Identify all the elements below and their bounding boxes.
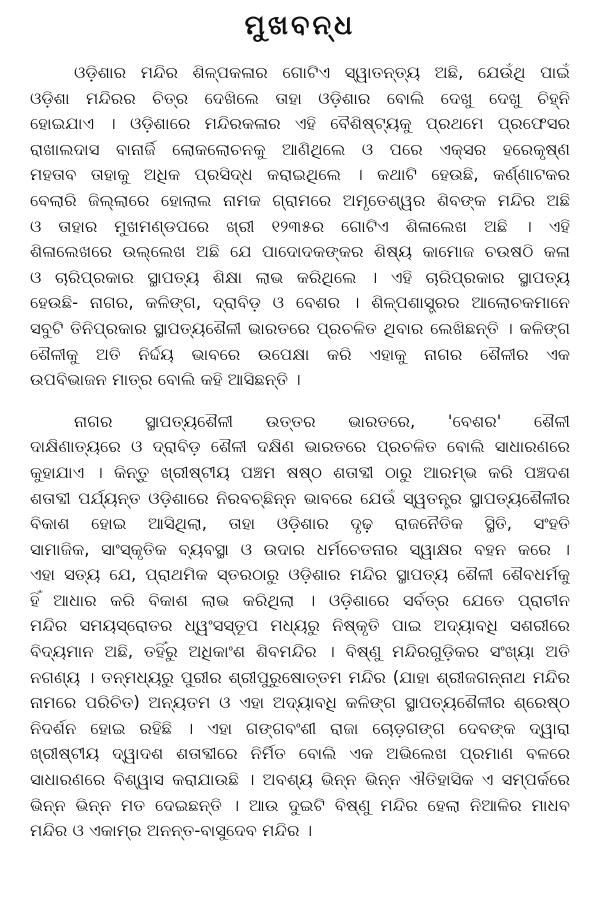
text-line: ବିକାଶ ହୋଇ ଆସିଥିଲା, ତାହା ଓଡ଼ିଶାର ଦୃଢ଼ ରାଜନୈତିକ ସ୍ଥିତି, ସଂହତି [30,514,570,534]
text-line: ବେଲାରି ଜିଲ୍ଲାରେ ହୋଲାଲ ନାମକ ଗ୍ରାମରେ ଅମୃତେଶ୍ୱର ଶିବଙ୍କ ମନ୍ଦିର ଅଛି [30,190,570,210]
text-line: ଶତାବ୍ଦୀ ପର୍ଯ୍ୟନ୍ତ ଓଡ଼ିଶାରେ ନିରବଚ୍ଛିନ୍ନ ଭାବରେ ଯେଉଁ ସ୍ୱତନ୍ତ୍ର ସ୍ଥାପତ୍ୟଶୈଳୀର [30,488,570,508]
text-line: ହୋଇଯାଏ । ଓଡ଼ିଶାରେ ମନ୍ଦିରକଳାର ଏହି ବୈଶିଷ୍ଟ୍ୟକୁ ପ୍ରଥମେ ପ୍ରଫେସର [30,114,570,134]
text-line: ନଗଣ୍ୟ । ତନ୍ମଧ୍ୟରୁ ପୁରୀର ଶ୍ରୀପୁରୁଷୋତ୍ତମ ମନ୍ଦିର (ଯାହା ଶ୍ରୀଜଗନ୍ନାଥ ମନ୍ଦିର [30,667,570,687]
text-line: ଭିନ୍ନ ଭିନ୍ନ ମତ ଦେଇଛନ୍ତି । ଆଉ ଦୁଇଟି ବିଷ୍ଣୁ ମନ୍ଦିର ହେଲା ନିଆଳିର ମାଧବ [30,795,570,815]
paragraph-architecture [30,409,570,844]
paragraph-intro [30,60,570,393]
text-line: କୁହାଯାଏ । କିନ୍ତୁ ଖ୍ରୀଷ୍ଟୀୟ ପଞ୍ଚମ ଷଷ୍ଠ ଶତାବ୍ଦୀ ଠାରୁ ଆରମ୍ଭ କରି ପଞ୍ଚଦଶ [30,462,570,482]
text-line: ମହତାବ ତାହାକୁ ଅଧିକ ପ୍ରସିଦ୍ଧ କରାଇଥିଲେ । କଥାଟି ହେଉଛି, କର୍ଣ୍ଣାଟକର [30,165,570,185]
text-line: ନିଦର୍ଶନ ହୋଇ ରହିଛି । ଏହା ଗଙ୍ଗବଂଶୀ ରାଜା ଚୋଡ଼ଗଙ୍ଗ ଦେବଙ୍କ ଦ୍ୱାରା [30,718,570,738]
text-line: ହେଉଛି- ନାଗର, କଳିଙ୍ଗ, ଦ୍ରାବିଡ଼ ଓ ବେଶର । ଶିଳ୍ପଶାସ୍ତ୍ରର ଆଲୋଚକମାନେ [30,293,570,313]
text-line: ସାଧାରଣରେ ବିଶ୍ୱାସ କରାଯାଉଛି । ଅବଶ୍ୟ ଭିନ୍ନ ଭିନ୍ନ ଐତିହାସିକ ଏ ସମ୍ପର୍କରେ [30,770,570,790]
text-line: ଖ୍ରୀଷ୍ଟୀୟ ଦ୍ୱାଦଶ ଶତାବ୍ଦୀରେ ନିର୍ମିତ ବୋଲି ଏକ ଅଭିଲେଖ ପ୍ରମାଣ ବଳରେ [30,744,570,764]
page-title: ମୁଖବନ୍ଧ [244,10,356,41]
text-line: ଏହା ସତ୍ୟ ଯେ, ପ୍ରାଥମିକ ସ୍ତରଠାରୁ ଓଡ଼ିଶାର ମନ୍ଦିର ସ୍ଥାପତ୍ୟ ଶୈଳୀ ଶୈବଧର୍ମକୁ [30,565,570,585]
text-line: ମନ୍ଦିର ଓ ଏକାମ୍ର ଅନନ୍ତ-ବାସୁଦେବ ମନ୍ଦିର । [30,821,313,841]
text-line: ସବୁଟି ତିନିପ୍ରକାର ସ୍ଥାପତ୍ୟଶୈଳୀ ଭାରତରେ ପ୍ରଚଳିତ ଥିବାର ଲେଖିଛନ୍ତି । କଳିଙ୍ଗ [30,318,570,338]
text-line: ଓ ଚାରିପ୍ରକାର ସ୍ଥାପତ୍ୟ ଶିକ୍ଷା ଲାଭ କରିଥିଲେ । ଏହି ଚାରିପ୍ରକାର ସ୍ଥାପତ୍ୟ [30,267,570,287]
text-line: ଓଡ଼ିଶାର ମନ୍ଦିର ଶିଳ୍ପକଳାର ଗୋଟିଏ ସ୍ୱାତନ୍ତ୍ୟ ଅଛି, ଯେଉଁଥି ପାଇଁ [74,63,570,82]
text-line: ଦାକ୍ଷିଣାତ୍ୟରେ ଓ ଦ୍ରାବିଡ଼ ଶୈଳୀ ଦକ୍ଷିଣ ଭାରତରେ ପ୍ରଚଳିତ ବୋଲି ସାଧାରଣରେ [30,437,570,457]
text-line: ନାମରେ ପରିଚିତ) ଅନ୍ୟତମ ଓ ଏହା ଅଦ୍ୟାବଧି କଳିଙ୍ଗ ସ୍ଥାପତ୍ୟଶୈଳୀର ଶ୍ରେଷ୍ଠ [30,693,570,713]
text-line: ଶିଳାଲେଖରେ ଉଲ୍ଲେଖ ଅଛି ଯେ ପାଦୋଦକଙ୍କର ଶିଷ୍ୟ କାମୋଜ ଚଉଷଠି କଳା [30,242,570,262]
text-line: ଶୈଳୀକୁ ଅତି ନିର୍ଦ୍ଦୟ ଭାବରେ ଉପେକ୍ଷା କରି ଏହାକୁ ନାଗର ଶୈଳୀର ଏକ [30,344,570,364]
text-line: ଓ ତାହାର ମୁଖମଣ୍ଡପରେ ଖ୍ରୀ ୧୨୩୫ର ଗୋଟିଏ ଶିଳାଲେଖ ଅଛି । ଏହି [30,216,570,236]
text-line: ରାଖାଲଦାସ ବାନାର୍ଜି ଲୋକଲୋଚନକୁ ଆଣିଥିଲେ ଓ ପରେ ଏକ୍ସର ହରେକୃଷ୍ଣ [30,139,570,159]
text-line: ଓଡ଼ିଶା ମନ୍ଦିରର ଚିତ୍ର ଦେଖିଲେ ତାହା ଓଡ଼ିଶାର ବୋଲି ଦେଖୁ ଦେଖୁ ଚିହ୍ନି [30,88,570,108]
text-line: ବିଦ୍ୟମାନ ଅଛି, ତହିଁରୁ ଅଧିକାଂଶ ଶିବମନ୍ଦିର । ବିଷ୍ଣୁ ମନ୍ଦିରଗୁଡ଼ିକର ସଂଖ୍ୟା ଅତି [30,642,570,662]
text-line: ହିଁ ଆଧାର କରି ବିକାଶ ଲାଭ କରିଥିଲା । ଓଡ଼ିଶାରେ ସର୍ବତ୍ର ଯେତେ ପ୍ରାଚୀନ [30,590,570,610]
text-line: ମନ୍ଦିର ସମୟସ୍ରୋତର ଧ୍ୱଂସସ୍ତୂପ ମଧ୍ୟରୁ ନିଷ୍କୃତି ପାଇ ଅଦ୍ୟାବଧି ସଶରୀରେ [30,616,570,636]
paragraph-gap [30,393,570,409]
text-line: ସାମାଜିକ, ସାଂସ୍କୃତିକ ବ୍ୟବସ୍ଥା ଓ ଉଦାର ଧର୍ମଚେତନାର ସ୍ୱାକ୍ଷର ବହନ କରେ । [30,539,570,559]
text-line: ଉପବିଭାଜନ ମାତ୍ର ବୋଲି କହି ଆସିଛନ୍ତି । [30,370,301,390]
text-line: ନାଗର ସ୍ଥାପତ୍ୟଶୈଳୀ ଉତ୍ତର ଭାରତରେ, 'ବେଶର' ଶୈଳୀ [74,411,570,431]
